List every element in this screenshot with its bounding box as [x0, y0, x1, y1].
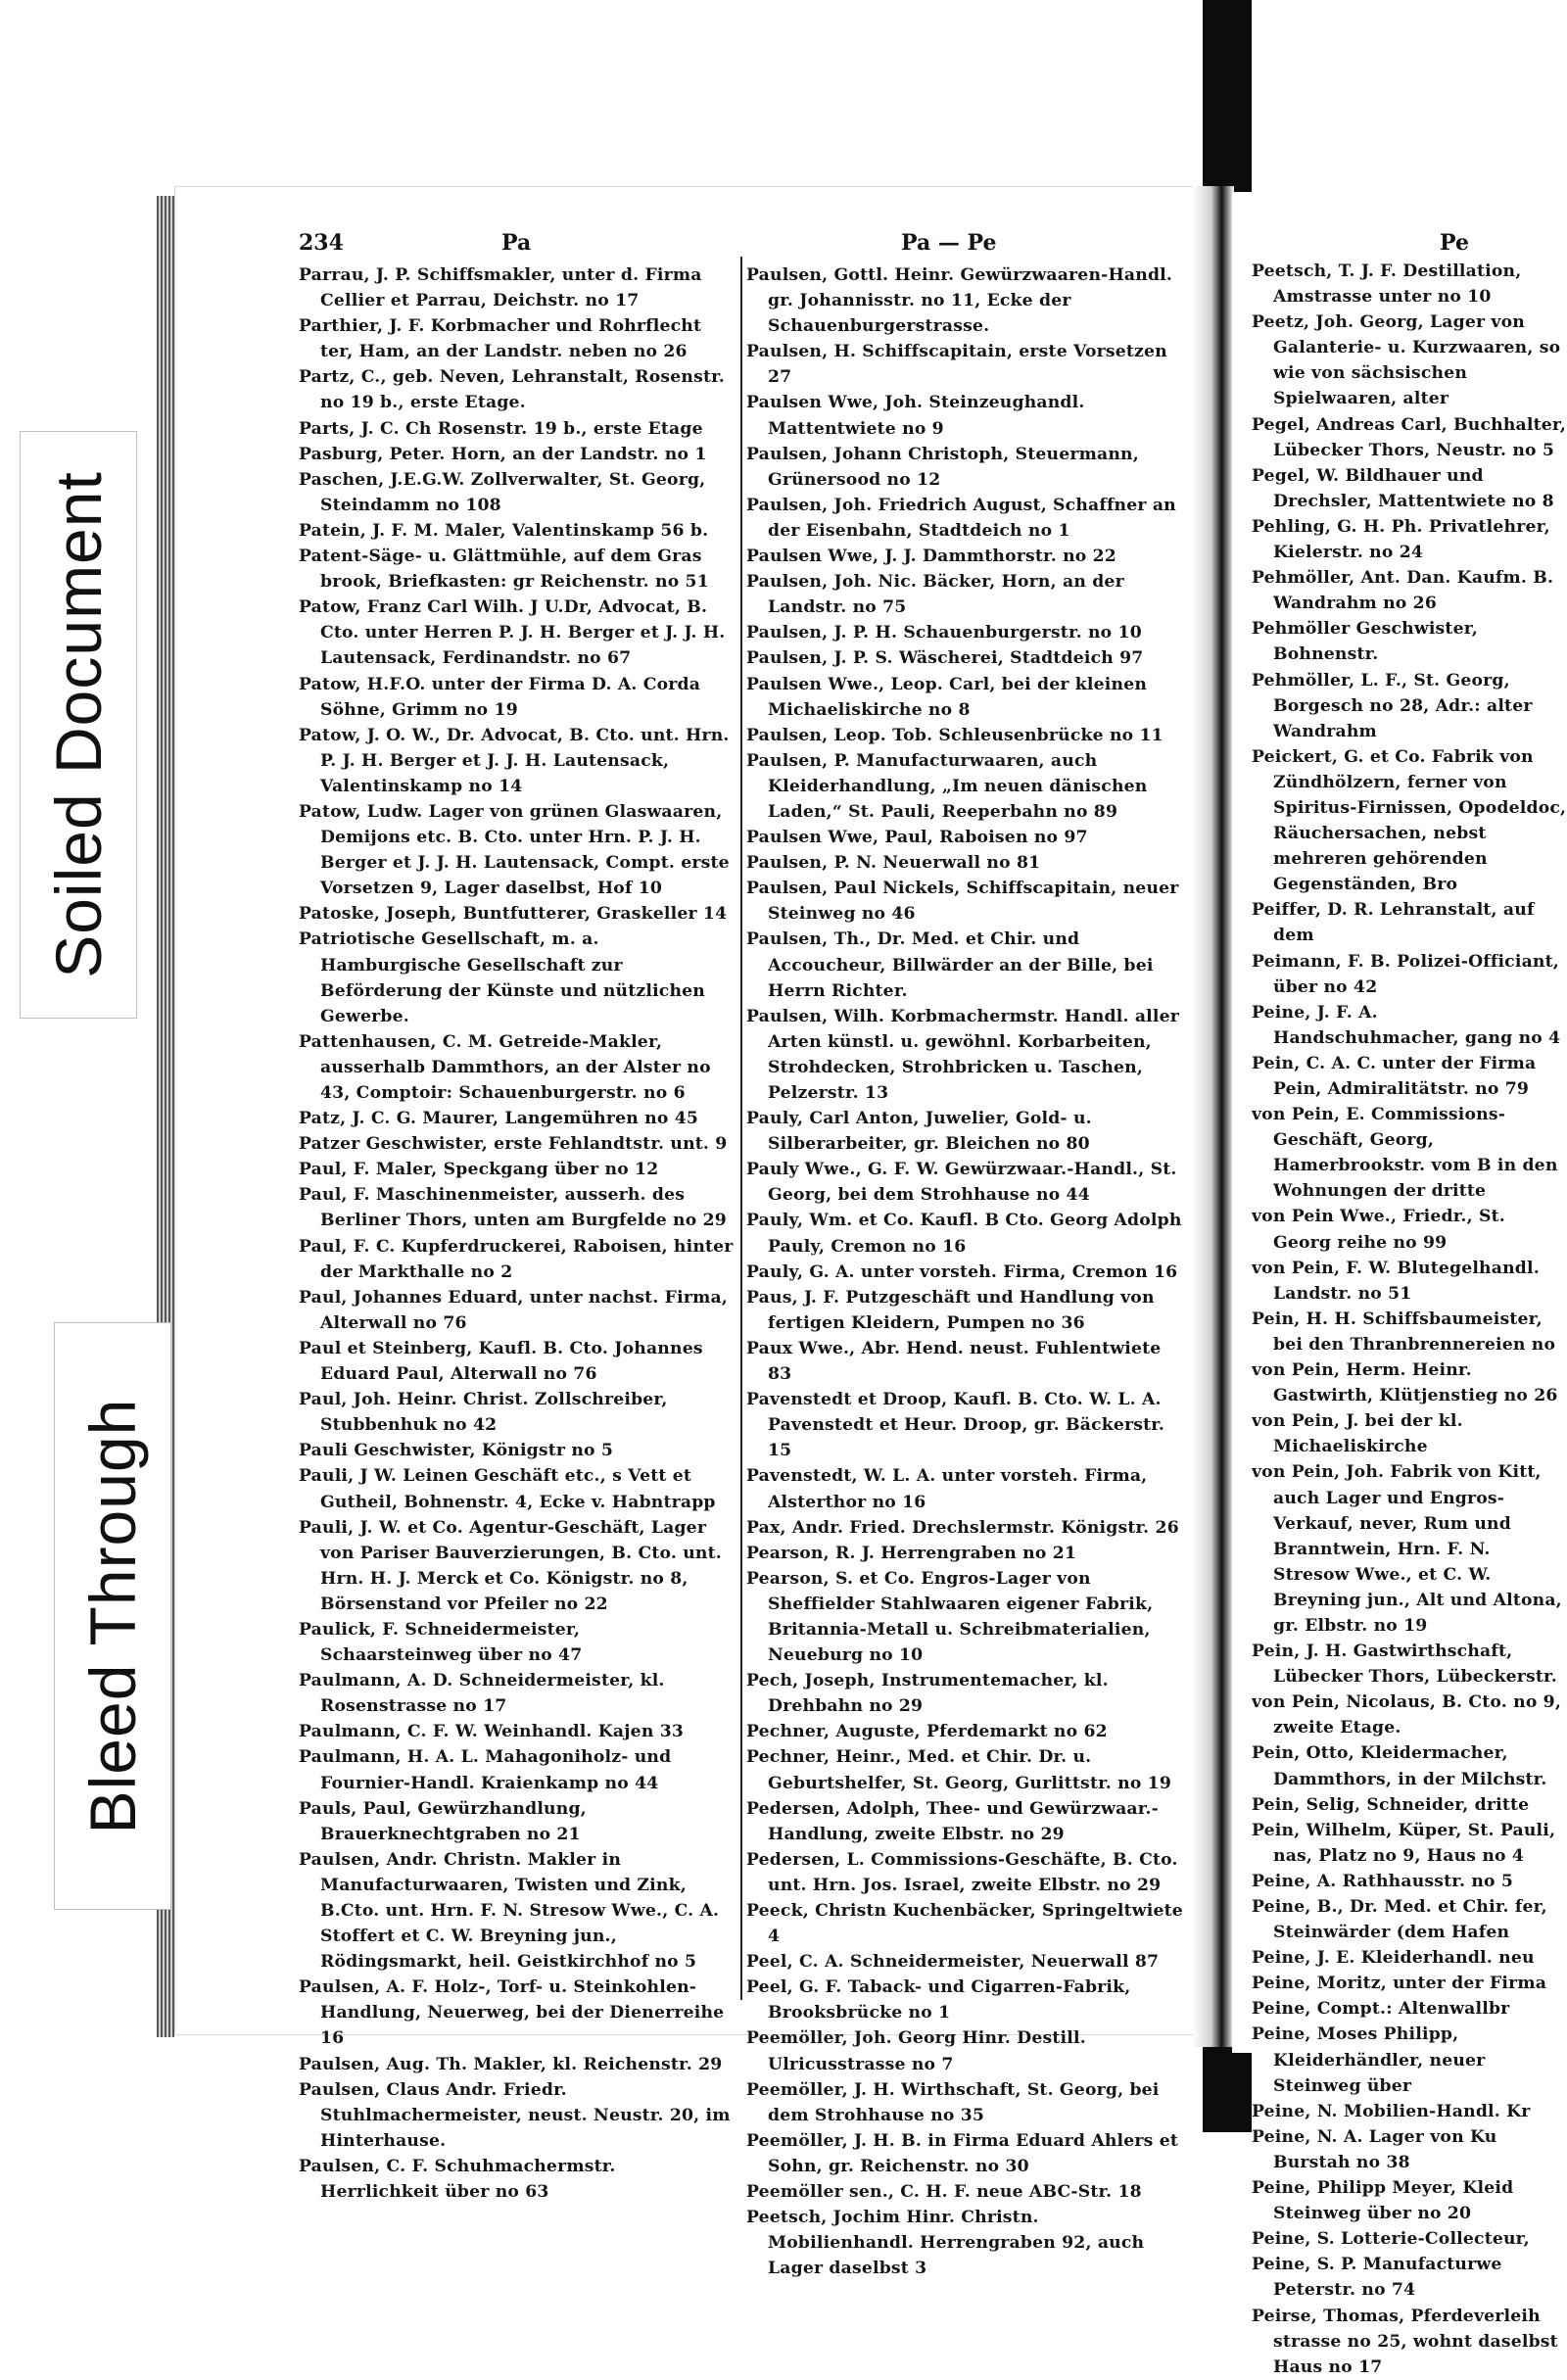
directory-entry: von Pein, Nicolaus, B. Cto. no 9, zweite Etage.	[1252, 1692, 1562, 1738]
directory-entry: Pein, C. A. C. unter der Firma Pein, Admiralitätstr. no 79	[1252, 1053, 1537, 1099]
directory-entry: Pasburg, Peter. Horn, an der Landstr. no 1	[299, 444, 707, 464]
directory-entry: Paulsen, Th., Dr. Med. et Chir. und Accoucheur, Billwärder an der Bille, bei Herrn Richter.	[746, 929, 1154, 1001]
directory-entry: Pehmöller, L. F., St. Georg, Borgesch no 28, Adr.: alter Wandrahm	[1252, 670, 1533, 741]
directory-entry: Paulsen Wwe., Leop. Carl, bei der kleinen Michaeliskirche no 8	[746, 674, 1148, 720]
directory-entry: Pearson, S. et Co. Engros-Lager von Sheffielder Stahlwaaren eigener Fabrik, Britannia-Metall u. Schreibmaterialien, Neueburg no 10	[746, 1568, 1154, 1666]
directory-entry: Peine, J. F. A. Handschuhmacher, gang no 4	[1252, 1002, 1561, 1048]
directory-entry: Paulick, F. Schneidermeister, Schaarsteinweg über no 47	[299, 1619, 583, 1666]
directory-entry: Pauli, J. W. et Co. Agentur-Geschäft, Lager von Pariser Bauverzierungen, B. Cto. unt. Hrn. H. J. Merck et Co. Königstr. no 8, Börsenstand vor Pfeiler no 22	[299, 1517, 722, 1614]
directory-entry: Pax, Andr. Fried. Drechslermstr. Königstr. 26	[746, 1517, 1179, 1538]
directory-entry: Paul, Johannes Eduard, unter nachst. Firma, Alterwall no 76	[299, 1287, 728, 1333]
directory-entry: Paul, F. C. Kupferdruckerei, Raboisen, hinter der Markthalle no 2	[299, 1236, 734, 1282]
directory-entry: Peetsch, T. J. F. Destillation, Amstrasse unter no 10	[1252, 262, 1522, 308]
directory-entry: Paulsen, Wilh. Korbmachermstr. Handl. aller Arten künstl. u. gewöhnl. Korbarbeiten, Strohdecken, Strohbricken u. Taschen, Pelzerstr. 13	[746, 1006, 1180, 1103]
directory-entry: Parrau, J. P. Schiffsmakler, unter d. Firma Cellier et Parrau, Deichstr. no 17	[299, 265, 702, 311]
directory-entry: Paulsen, Johann Christoph, Steuermann, Grünersood no 12	[746, 444, 1139, 490]
directory-entry: Peimann, F. B. Polizei-Officiant, über no 42	[1252, 951, 1559, 997]
directory-entry: Pechner, Auguste, Pferdemarkt no 62	[746, 1722, 1108, 1742]
directory-entry: Peemöller, Joh. Georg Hinr. Destill. Ulricusstrasse no 7	[746, 2028, 1086, 2074]
directory-entry: Paulsen, P. Manufacturwaaren, auch Kleiderhandlung, „Im neuen dänischen Laden,“ St. Pauli, Reeperbahn no 89	[746, 750, 1148, 822]
directory-entry: Pehmöller, Ant. Dan. Kaufm. B. Wandrahm no 26	[1252, 568, 1554, 614]
directory-entry: Peine, Moses Philipp, Kleiderhändler, neuer Steinweg über	[1252, 2024, 1486, 2096]
directory-entry: Peine, Philipp Meyer, Kleid Steinweg über no 20	[1252, 2178, 1514, 2224]
soiled-document-label	[20, 431, 137, 1019]
soiled-document-label-text: Soiled Document	[42, 471, 115, 978]
directory-entry: Peine, A. Rathhausstr. no 5	[1252, 1871, 1514, 1891]
left-column	[299, 262, 736, 2205]
directory-entry: von Pein, Herm. Heinr. Gastwirth, Klütjenstieg no 26	[1252, 1360, 1558, 1406]
directory-entry: Pauls, Paul, Gewürzhandlung, Brauerknechtgraben no 21	[299, 1798, 587, 1844]
bleed-through-label-text: Bleed Through	[76, 1398, 149, 1834]
left-running-head: Pa	[501, 230, 532, 256]
directory-entry: Peirse, Thomas, Pferdeverleih strasse no 25, wohnt daselbst Haus no 17	[1252, 2306, 1558, 2377]
directory-entry: Paulsen, Claus Andr. Friedr. Stuhlmachermeister, neust. Neustr. 20, im Hinterhause.	[299, 2079, 731, 2151]
directory-entry: Pauli, J W. Leinen Geschäft etc., s Vett et Gutheil, Bohnenstr. 4, Ecke v. Habntrapp	[299, 1466, 716, 1512]
directory-entry: Paulsen Wwe, Joh. Steinzeughandl. Mattentwiete no 9	[746, 393, 1085, 439]
directory-entry: Peine, N. Mobilien-Handl. Kr	[1252, 2101, 1531, 2121]
directory-entry: Paulsen, H. Schiffscapitain, erste Vorsetzen 27	[746, 342, 1167, 388]
directory-entry: Pavenstedt et Droop, Kaufl. B. Cto. W. L. A. Pavenstedt et Heur. Droop, gr. Bäckerstr. 15	[746, 1390, 1165, 1461]
directory-entry: Pauly, Carl Anton, Juwelier, Gold- u. Silberarbeiter, gr. Bleichen no 80	[746, 1109, 1092, 1155]
directory-entry: Paulsen, Aug. Th. Makler, kl. Reichenstr. 29	[299, 2054, 723, 2074]
directory-entry: von Pein, Joh. Fabrik von Kitt, auch Lager und Engros-Verkauf, never, Rum und Branntwein, Hrn. F. N. Stresow Wwe., et C. W. Breyning jun., Alt und Altona, gr. Elbstr. no 19	[1252, 1462, 1562, 1636]
directory-entry: Pauli Geschwister, Königstr no 5	[299, 1441, 614, 1461]
directory-entry: von Pein, F. W. Blutegelhandl. Landstr. no 51	[1252, 1258, 1540, 1304]
directory-entry: Peetz, Joh. Georg, Lager von Galanterie- u. Kurzwaaren, so wie von sächsischen Spielwaaren, alter	[1252, 312, 1561, 409]
directory-entry: Paus, J. F. Putzgeschäft und Handlung von fertigen Kleidern, Pumpen no 36	[746, 1287, 1155, 1333]
directory-entry: Peine, S. P. Manufacturwe Peterstr. no 74	[1252, 2255, 1502, 2301]
directory-entry: Peiffer, D. R. Lehranstalt, auf dem	[1252, 900, 1535, 946]
directory-entry: Peine, Compt.: Altenwallbr	[1252, 1999, 1510, 2020]
directory-entry: Pech, Joseph, Instrumentemacher, kl. Drehbahn no 29	[746, 1671, 1109, 1717]
directory-entry: Parthier, J. F. Korbmacher und Rohrflecht ter, Ham, an der Landstr. neben no 26	[299, 316, 702, 362]
directory-entry: Patein, J. F. M. Maler, Valentinskamp 56 b.	[299, 520, 709, 541]
directory-entry: Paul et Steinberg, Kaufl. B. Cto. Johannes Eduard Paul, Alterwall no 76	[299, 1338, 703, 1385]
right-running-head: Pe	[1440, 230, 1469, 256]
directory-entry: Patz, J. C. G. Maurer, Langemühren no 45	[299, 1109, 699, 1129]
directory-entry: Peetsch, Jochim Hinr. Christn. Mobilienhandl. Herrengraben 92, auch Lager daselbst 3	[746, 2208, 1145, 2279]
directory-entry: von Pein Wwe., Friedr., St. Georg reihe no 99	[1252, 1207, 1505, 1253]
directory-entry: Peel, C. A. Schneidermeister, Neuerwall 87	[746, 1952, 1160, 1973]
bleed-through-label	[54, 1322, 171, 1910]
directory-entry: Peemöller sen., C. H. F. neue ABC-Str. 18	[746, 2182, 1142, 2203]
directory-entry: Paulsen, J. P. H. Schauenburgerstr. no 10	[746, 623, 1142, 643]
directory-entry: Peine, N. A. Lager von Ku Burstah no 38	[1252, 2126, 1497, 2172]
middle-column	[746, 262, 1189, 2281]
directory-entry: Paulmann, C. F. W. Weinhandl. Kajen 33	[299, 1722, 685, 1742]
directory-entry: Pauly, G. A. unter vorsteh. Firma, Cremon 16	[746, 1261, 1178, 1282]
directory-entry: Patent-Säge- u. Glättmühle, auf dem Gras brook, Briefkasten: gr Reichenstr. no 51	[299, 547, 709, 593]
directory-entry: Patow, J. O. W., Dr. Advocat, B. Cto. unt. Hrn. P. J. H. Berger et J. J. H. Lautensack, Valentinskamp no 14	[299, 725, 730, 796]
directory-entry: Pearson, R. J. Herrengraben no 21	[746, 1543, 1077, 1563]
directory-entry: Pauly Wwe., G. F. W. Gewürzwaar.-Handl., St. Georg, bei dem Strohhause no 44	[746, 1160, 1177, 1206]
directory-entry: Peine, Moritz, unter der Firma	[1252, 1974, 1547, 1994]
directory-entry: Pavenstedt, W. L. A. unter vorsteh. Firma, Alsterthor no 16	[746, 1466, 1148, 1512]
directory-entry: Paulsen, A. F. Holz-, Torf- u. Steinkohlen-Handlung, Neuerweg, bei der Dienerreihe 16	[299, 1977, 725, 2049]
directory-entry: Paulsen, P. N. Neuerwall no 81	[746, 853, 1041, 874]
directory-entry: Paulsen, Paul Nickels, Schiffscapitain, neuer Steinweg no 46	[746, 879, 1179, 925]
directory-entry: Paul, Joh. Heinr. Christ. Zollschreiber, Stubbenhuk no 42	[299, 1390, 668, 1436]
directory-entry: Patow, Ludw. Lager von grünen Glaswaaren, Demijons etc. B. Cto. unter Hrn. P. J. H. Berger et J. J. H. Lautensack, Compt. erste Vorsetzen 9, Lager daselbst, Hof 10	[299, 801, 730, 899]
directory-entry: Paux Wwe., Abr. Hend. neust. Fuhlentwiete 83	[746, 1338, 1162, 1385]
directory-entry: Paulsen, Gottl. Heinr. Gewürzwaaren-Handl. gr. Johannisstr. no 11, Ecke der Schauenburgerstrasse.	[746, 265, 1173, 337]
directory-entry: Patriotische Gesellschaft, m. a. Hamburgische Gesellschaft zur Beförderung der Künste und nützlichen Gewerbe.	[299, 929, 705, 1026]
directory-entry: Pegel, Andreas Carl, Buchhalter, Lübecker Thors, Neustr. no 5	[1252, 414, 1567, 460]
directory-entry: Pedersen, Adolph, Thee- und Gewürzwaar.-Handlung, zweite Elbstr. no 29	[746, 1798, 1159, 1844]
directory-entry: Paulsen Wwe, Paul, Raboisen no 97	[746, 828, 1088, 848]
directory-entry: Pein, Selig, Schneider, dritte	[1252, 1794, 1530, 1815]
directory-entry: Paul, F. Maler, Speckgang über no 12	[299, 1160, 659, 1180]
directory-entry: Peine, J. E. Kleiderhandl. neu	[1252, 1948, 1535, 1969]
directory-entry: Partz, C., geb. Neven, Lehranstalt, Rosenstr. no 19 b., erste Etage.	[299, 367, 725, 413]
book-gutter	[1193, 186, 1234, 2047]
directory-entry: Patow, H.F.O. unter der Firma D. A. Corda Söhne, Grimm no 19	[299, 674, 701, 720]
directory-entry: Pechner, Heinr., Med. et Chir. Dr. u. Geburtshelfer, St. Georg, Gurlittstr. no 19	[746, 1747, 1171, 1793]
directory-entry: Paulsen, Andr. Christn. Makler in Manufacturwaaren, Twisten und Zink, B.Cto. unt. Hrn. F. N. Stresow Wwe., C. A. Stoffert et C. W. Breyning jun., Rödingsmarkt, heil. Geistkirchhof no 5	[299, 1849, 720, 1973]
directory-entry: Paschen, J.E.G.W. Zollverwalter, St. Georg, Steindamm no 108	[299, 469, 706, 515]
directory-entry: Pegel, W. Bildhauer und Drechsler, Mattentwiete no 8	[1252, 465, 1554, 511]
directory-entry: Peine, S. Lotterie-Collecteur,	[1252, 2229, 1530, 2250]
directory-entry: Pein, Wilhelm, Küper, St. Pauli, nas, Platz no 9, Haus no 4	[1252, 1820, 1556, 1866]
directory-entry: Paul, F. Maschinenmeister, ausserh. des Berliner Thors, unten am Burgfelde no 29	[299, 1185, 727, 1231]
directory-entry: Paulmann, A. D. Schneidermeister, kl. Rosenstrasse no 17	[299, 1671, 665, 1717]
directory-entry: Paulsen, J. P. S. Wäscherei, Stadtdeich 97	[746, 648, 1144, 669]
directory-entry: Peemöller, J. H. B. in Firma Eduard Ahlers et Sohn, gr. Reichenstr. no 30	[746, 2130, 1179, 2176]
directory-entry: Paulmann, H. A. L. Mahagoniholz- und Fournier-Handl. Kraienkamp no 44	[299, 1747, 672, 1793]
directory-entry: Pein, Otto, Kleidermacher, Dammthors, in der Milchstr.	[1252, 1743, 1547, 1789]
directory-entry: Parts, J. C. Ch Rosenstr. 19 b., erste Etage	[299, 418, 703, 439]
directory-entry: Patoske, Joseph, Buntfutterer, Graskeller 14	[299, 904, 728, 925]
directory-entry: Peemöller, J. H. Wirthschaft, St. Georg, bei dem Strohhause no 35	[746, 2079, 1160, 2125]
directory-entry: Pedersen, L. Commissions-Geschäfte, B. Cto. unt. Hrn. Jos. Israel, zweite Elbstr. no 29	[746, 1849, 1178, 1895]
bookmark-strap-top	[1203, 0, 1252, 196]
directory-entry: Pehmöller Geschwister, Bohnenstr.	[1252, 619, 1478, 665]
directory-entry: Peeck, Christn Kuchenbäcker, Springeltwiete 4	[746, 1901, 1183, 1947]
page-number: 234	[299, 230, 344, 256]
directory-entry: Patzer Geschwister, erste Fehlandtstr. unt. 9	[299, 1134, 728, 1155]
directory-entry: Paulsen, Leop. Tob. Schleusenbrücke no 11	[746, 725, 1163, 745]
middle-running-head: Pa — Pe	[901, 230, 997, 256]
column-divider	[740, 257, 742, 2000]
directory-entry: von Pein, E. Commissions-Geschäft, Georg, Hamerbrookstr. vom B in den Wohnungen der dritte	[1252, 1105, 1558, 1202]
directory-entry: Pein, J. H. Gastwirthschaft, Lübecker Thors, Lübeckerstr.	[1252, 1642, 1557, 1688]
directory-entry: Peickert, G. et Co. Fabrik von Zündhölzern, ferner von Spiritus-Firnissen, Opodeldoc, Räuchersachen, nebst mehreren gehörenden Gegenständen, Bro	[1252, 746, 1567, 895]
directory-entry: Paulsen, Joh. Nic. Bäcker, Horn, an der Landstr. no 75	[746, 572, 1124, 618]
directory-entry: Paulsen, C. F. Schuhmachermstr. Herrlichkeit über no 63	[299, 2156, 616, 2203]
directory-entry: Peine, B., Dr. Med. et Chir. fer, Steinwärder (dem Hafen	[1252, 1897, 1547, 1943]
directory-entry: Pein, H. H. Schiffsbaumeister, bei den Thranbrennereien no	[1252, 1309, 1556, 1355]
directory-entry: von Pein, J. bei der kl. Michaeliskirche	[1252, 1411, 1463, 1457]
directory-entry: Paulsen Wwe, J. J. Dammthorstr. no 22	[746, 547, 1116, 567]
directory-entry: Pehling, G. H. Ph. Privatlehrer, Kielerstr. no 24	[1252, 516, 1550, 563]
directory-entry: Peel, G. F. Taback- und Cigarren-Fabrik, Brooksbrücke no 1	[746, 1977, 1131, 2023]
directory-entry: Pattenhausen, C. M. Getreide-Makler, ausserhalb Dammthors, an der Alster no 43, Comptoir: Schauenburgerstr. no 6	[299, 1031, 711, 1103]
directory-entry: Patow, Franz Carl Wilh. J U.Dr, Advocat, B. Cto. unter Herren P. J. H. Berger et J. J. H. Lautensack, Ferdinandstr. no 67	[299, 597, 726, 669]
directory-entry: Paulsen, Joh. Friedrich August, Schaffner an der Eisenbahn, Stadtdeich no 1	[746, 495, 1176, 541]
directory-entry: Pauly, Wm. et Co. Kaufl. B Cto. Georg Adolph Pauly, Cremon no 16	[746, 1211, 1182, 1257]
right-column	[1252, 259, 1567, 2380]
